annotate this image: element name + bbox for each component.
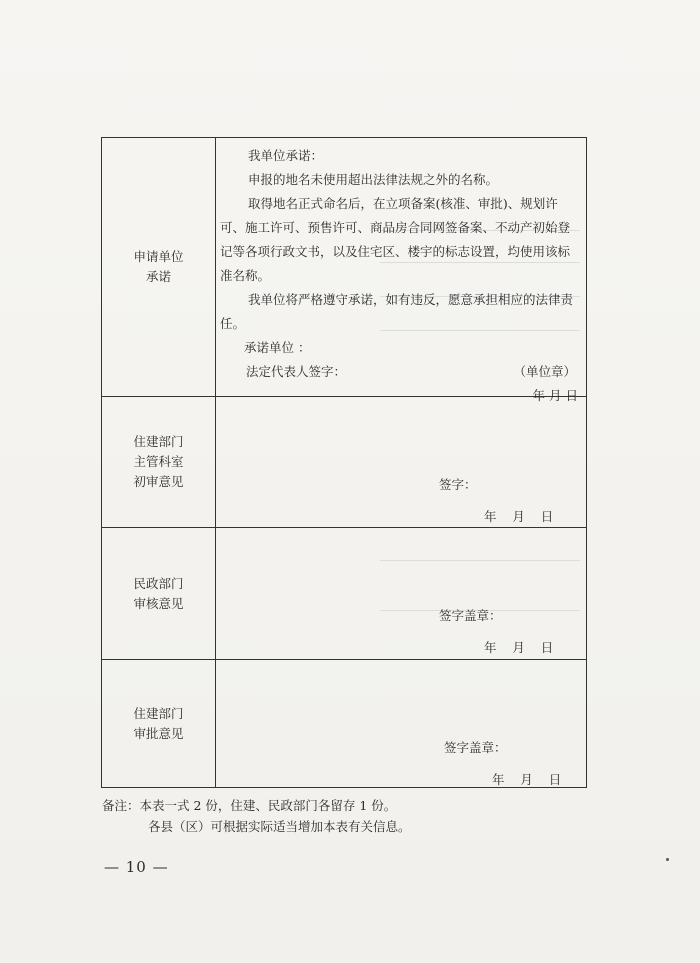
housing-review-row: [102, 397, 587, 528]
housing-approval-label: [102, 660, 216, 788]
pledge-paragraph: 取得地名正式命名后，在立项备案(核准、审批)、规划许可、施工许可、预售许可、商品房合同网签备案、不动产初始登记等各项行政文书，以及住宅区、楼宇的标志设置，均使用该标准名称。: [220, 196, 571, 283]
scan-speck: [666, 858, 669, 861]
housing-review-content: [216, 397, 587, 528]
housing-approval-signature: 签字盖章：: [444, 740, 507, 755]
pledge-label-line: 申请单位: [133, 249, 184, 264]
approval-form-table: [101, 137, 587, 788]
civil-review-row: [102, 528, 587, 660]
housing-review-signature: 签字：: [439, 477, 477, 492]
housing-review-label: [102, 397, 216, 528]
housing-review-date: 年 月 日: [484, 509, 554, 524]
civil-review-label-line: 审核意见: [133, 595, 184, 611]
civil-review-label: [102, 528, 216, 660]
unit-seal-label: （单位章）: [513, 364, 576, 379]
housing-approval-content: [216, 660, 587, 788]
pledge-date: 年 月 日: [532, 388, 578, 403]
pledge-row: [102, 138, 587, 397]
pledge-label: [102, 138, 216, 397]
housing-review-label-line: 初审意见: [133, 474, 184, 489]
housing-approval-label-line: 住建部门: [133, 705, 184, 721]
housing-approval-row: [102, 660, 587, 788]
remarks-line: 备注：本表一式 2 份，住建、民政部门各留存 1 份。: [102, 798, 397, 813]
remarks-line: 各县（区）可根据实际适当增加本表有关信息。: [148, 819, 411, 834]
pledge-paragraph: 我单位承诺：: [248, 148, 324, 163]
civil-review-content: [216, 528, 587, 660]
civil-review-date: 年 月 日: [484, 640, 554, 655]
civil-review-signature: 签字盖章：: [439, 608, 502, 623]
page-number: — 10 —: [104, 858, 169, 876]
pledge-paragraph: 我单位将严格遵守承诺，如有违反，愿意承担相应的法律责任。: [220, 292, 574, 331]
housing-review-label-line: 住建部门: [133, 434, 184, 449]
pledge-paragraph: 申报的地名未使用超出法律法规之外的名称。: [248, 172, 499, 187]
pledge-representative: [216, 360, 586, 384]
pledge-unit: 承诺单位 ：: [244, 340, 311, 355]
pledge-label-line: 承诺: [145, 269, 171, 284]
housing-review-label-line: 主管科室: [133, 454, 184, 469]
housing-approval-label-line: 审批意见: [133, 725, 184, 741]
civil-review-label-line: 民政部门: [133, 575, 184, 591]
pledge-content: [216, 138, 587, 403]
representative-signature-label: 法定代表人签字：: [246, 364, 347, 379]
housing-approval-date: 年 月 日: [492, 772, 562, 787]
